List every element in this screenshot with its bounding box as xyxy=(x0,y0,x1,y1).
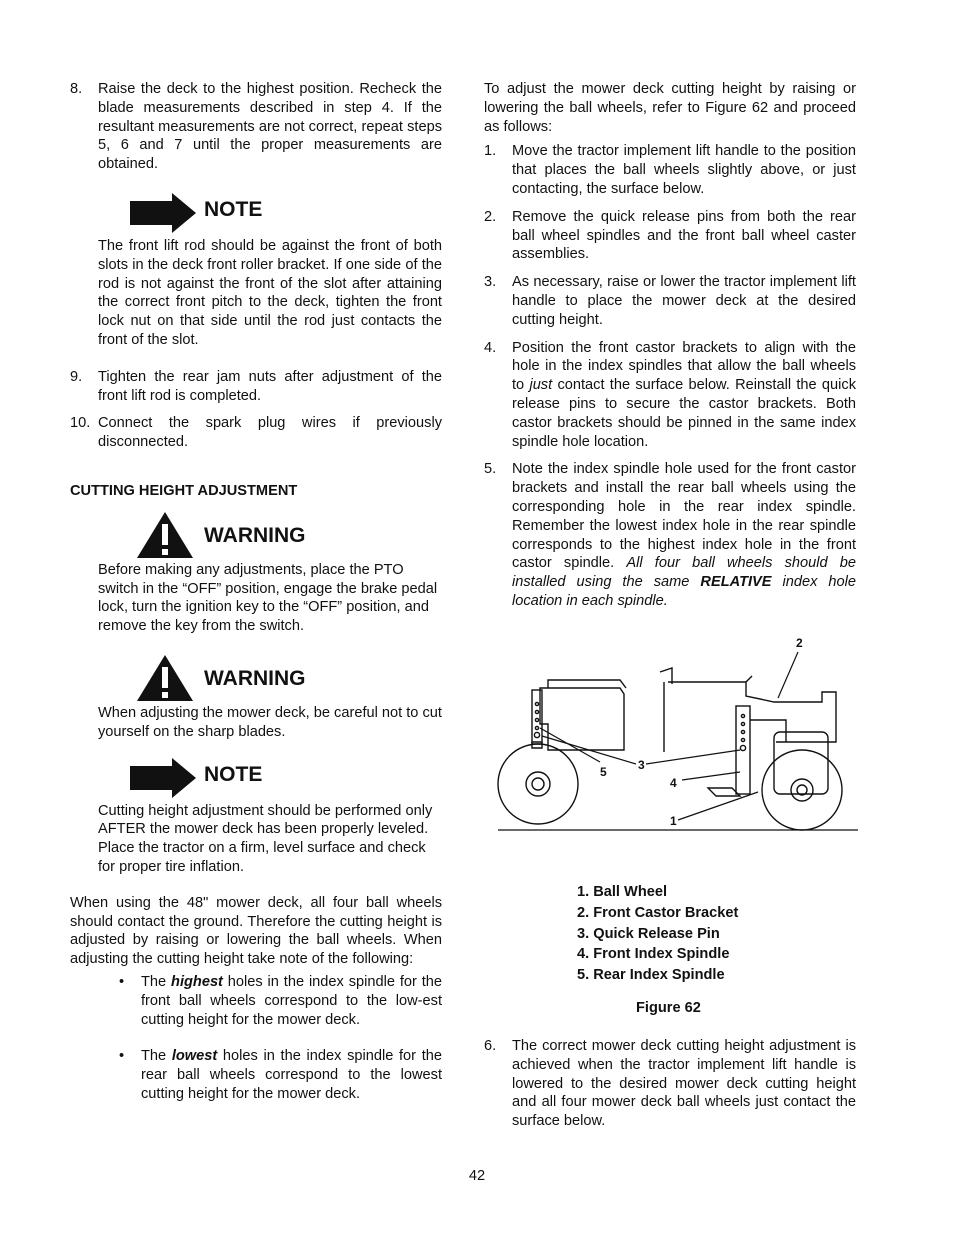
step-1 xyxy=(484,142,856,198)
step-text: Position the front castor brackets to align with the hole in the index spindles that allow the ball wheels to xyxy=(512,339,856,394)
bullet-emphasis: highest xyxy=(171,973,223,990)
note-heading xyxy=(70,758,442,802)
warning-heading xyxy=(70,511,442,561)
warning-text: When adjusting the mower deck, be careful not to cut yourself on the sharp blades. xyxy=(98,704,442,740)
step-text: Remove the quick release pins from both the rear ball wheel spindles and the front ball wheel caster assemblies. xyxy=(512,208,856,263)
section-title: CUTTING HEIGHT ADJUSTMENT xyxy=(70,482,298,499)
warning-label: WARNING xyxy=(204,523,306,547)
step-10 xyxy=(70,414,442,452)
callout-5: 5 xyxy=(600,765,607,779)
step-text: contact the surface below. Reinstall the quick release pins to secure the castor brackets. Both castor brackets should be pinned in the same index spindle hole location. xyxy=(512,377,856,450)
bullet-text: The xyxy=(141,1048,172,1065)
step-emphasis: just xyxy=(529,377,553,394)
paragraph-48-inch-deck: When using the 48" mower deck, all four ball wheels should contact the ground. Therefore the cutting height is adjusted by raising or lowering the ball wheels. When adjusting the cutting height take note of the following: xyxy=(70,894,442,968)
legend-item: 4. Front Index Spindle xyxy=(577,946,730,963)
warning-text: Before making any adjustments, place the PTO switch in the “OFF” position, engage the brake pedal lock, turn the ignition key to the “OFF” position, and remove the key from the switch. xyxy=(98,561,438,635)
bullet-text: The xyxy=(141,973,172,990)
callout-4: 4 xyxy=(670,776,677,790)
callout-1: 1 xyxy=(670,814,677,828)
step-number: 5. xyxy=(484,461,497,478)
step-9 xyxy=(70,368,442,406)
legend-item: 2. Front Castor Bracket xyxy=(577,904,739,921)
legend-item: 3. Quick Release Pin xyxy=(577,925,720,942)
note-heading xyxy=(70,193,442,237)
step-8 xyxy=(70,80,442,174)
step-text: As necessary, raise or lower the tractor implement lift handle to place the mower deck at the desired cutting height. xyxy=(512,274,856,328)
bullet-dot: • xyxy=(119,973,125,990)
arrow-right-icon xyxy=(130,758,196,798)
callout-2: 2 xyxy=(796,636,803,650)
figure-legend xyxy=(577,882,738,986)
step-4 xyxy=(484,339,856,452)
bullet-dot: • xyxy=(119,1048,125,1065)
arrow-right-icon xyxy=(130,193,196,233)
figure-caption: Figure 62 xyxy=(636,1000,701,1016)
page-number: 42 xyxy=(468,1168,486,1184)
intro-paragraph: To adjust the mower deck cutting height by raising or lowering the ball wheels, refer to Figure 62 and proceed as follows: xyxy=(484,81,856,135)
step-emphasis: All four ball wheels should be installed using the same xyxy=(512,555,856,591)
step-text: Tighten the rear jam nuts after adjustment of the front lift rod is completed. xyxy=(98,368,442,404)
warning-triangle-icon xyxy=(136,511,194,559)
step-number: 9. xyxy=(70,368,83,385)
step-6 xyxy=(484,1037,856,1131)
step-text: The correct mower deck cutting height adjustment is achieved when the tractor implement lift handle is lowered to the desired mower deck cutting height and all four mower deck ball wheels just contact the surface below. xyxy=(512,1038,856,1130)
step-5 xyxy=(484,460,856,610)
bullet-text: holes in the index spindle for the front ball wheels correspond to the low-est cutting height for the mower deck. xyxy=(141,973,443,1028)
note-text: The front lift rod should be against the front of both slots in the deck front roller bracket. If one side of the rod is not against the front of the slot after attaining the correct front pitch to the deck, tighten the front lock nut on that side until the rod just contacts the front of the slot. xyxy=(98,237,442,348)
warning-triangle-icon xyxy=(136,654,194,702)
callout-3: 3 xyxy=(638,758,645,772)
step-number: 2. xyxy=(484,208,497,225)
step-strong-emphasis: RELATIVE xyxy=(700,574,772,591)
right-column-bottom xyxy=(484,1037,856,1131)
step-number: 6. xyxy=(484,1038,497,1054)
step-emphasis: index hole location in each spindle. xyxy=(512,574,857,609)
step-number: 3. xyxy=(484,274,497,291)
figure-62-illustration xyxy=(496,632,860,832)
step-text: Connect the spark plug wires if previously disconnected. xyxy=(98,415,442,451)
warning-label: WARNING xyxy=(204,666,306,690)
step-2 xyxy=(484,208,856,264)
note-text: Cutting height adjustment should be performed only AFTER the mower deck has been properly leveled. Place the tractor on a firm, level surface and check for proper tire inflation. xyxy=(98,802,433,875)
step-text: Note the index spindle hole used for the front castor brackets and install the rear ball wheels using the corresponding hole in the rear index spindle. Remember the lowest index hole in the rear spindle corresponds to the highest index hole in the front castor spindle. xyxy=(512,461,856,572)
step-number: 4. xyxy=(484,339,497,356)
left-column xyxy=(70,80,442,1104)
step-3 xyxy=(484,273,856,329)
bullet-emphasis: lowest xyxy=(171,1048,218,1065)
note-label: NOTE xyxy=(204,197,263,221)
legend-item: 5. Rear Index Spindle xyxy=(577,967,725,984)
step-number: 8. xyxy=(70,81,83,97)
note-label: NOTE xyxy=(204,762,263,786)
step-number: 10. xyxy=(70,415,91,432)
step-text: Move the tractor implement lift handle to the position that places the ball wheels slightly above, or just contacting, the surface below. xyxy=(512,143,856,197)
step-text: Raise the deck to the highest position. Recheck the blade measurements described in step 4. If the resultant measurements are not correct, repeat steps 5, 6 and 7 until the proper measurements are obtained. xyxy=(98,81,442,173)
bullet-item xyxy=(70,973,442,1029)
warning-heading xyxy=(70,654,442,704)
step-number: 1. xyxy=(484,143,497,160)
right-column xyxy=(484,80,856,611)
bullet-text: holes in the index spindle for the rear ball wheels correspond to the lowest cutting height for the mower deck. xyxy=(141,1048,442,1102)
bullet-item xyxy=(70,1047,442,1103)
legend-item: 1. Ball Wheel xyxy=(577,884,668,900)
